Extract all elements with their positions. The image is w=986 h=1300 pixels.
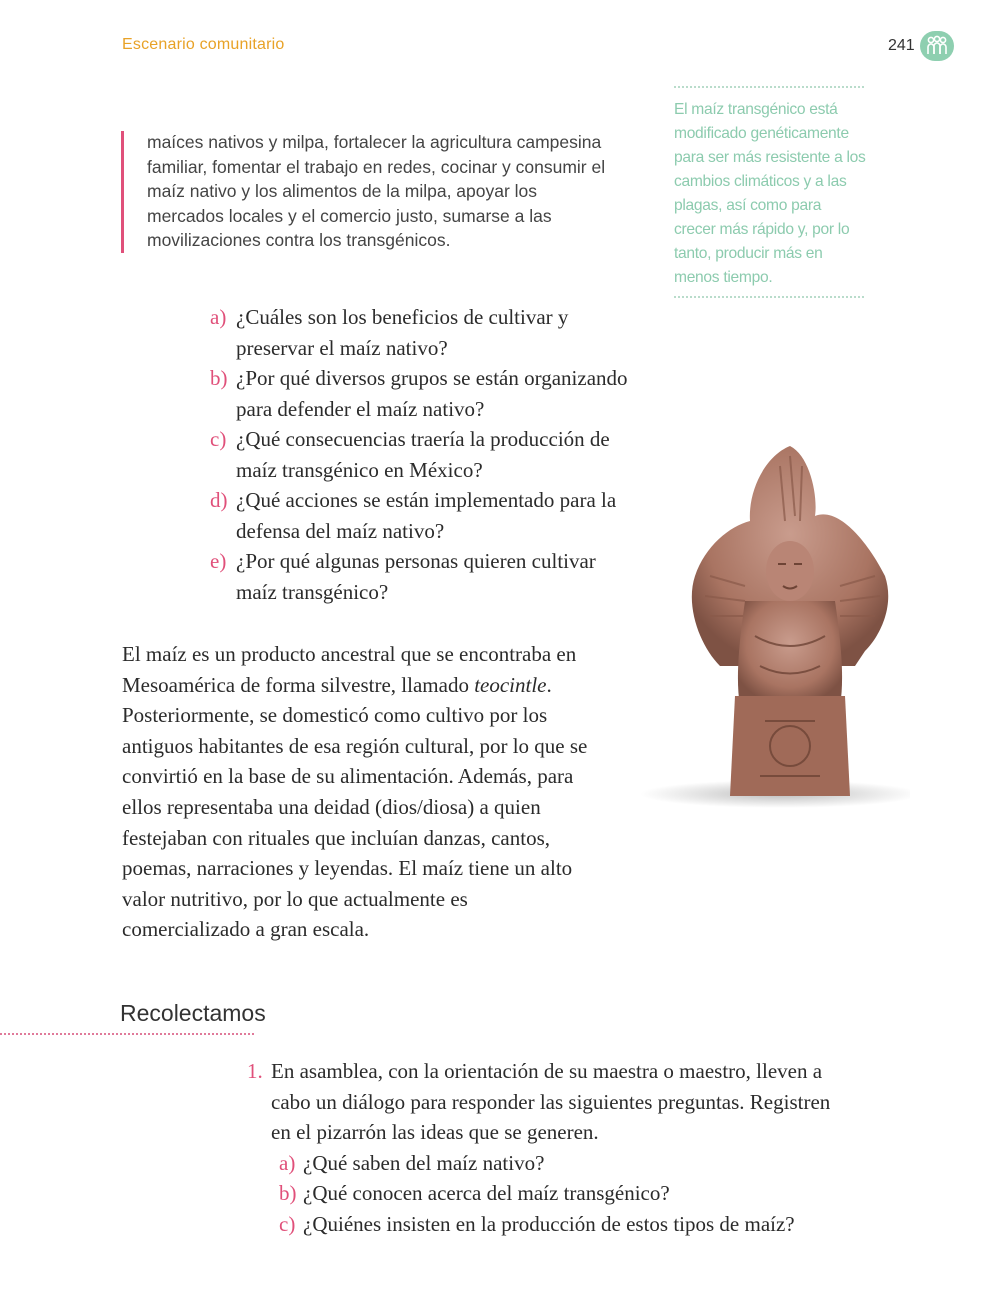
quote-bar	[121, 131, 124, 253]
question-item	[210, 302, 630, 363]
question-text: ¿Por qué diversos grupos se están organizando para defender el maíz nativo?	[236, 366, 628, 421]
sub-question-marker: a)	[279, 1150, 296, 1175]
question-text: ¿Cuáles son los beneficios de cultivar y preservar el maíz nativo?	[236, 305, 569, 360]
page-number: 241	[888, 37, 915, 54]
heading-divider	[0, 1033, 254, 1035]
activity-text: En asamblea, con la orientación de su maestra o maestro, lleven a cabo un diálogo para responder las siguientes preguntas. Registren en el pizarrón las ideas que se generen.	[271, 1059, 831, 1145]
section-heading: Recolectamos	[120, 1000, 266, 1026]
question-text: ¿Qué acciones se están implementado para la defensa del maíz nativo?	[236, 488, 617, 543]
question-text: ¿Por qué algunas personas quieren cultivar maíz transgénico?	[236, 549, 596, 604]
section-label: Escenario comunitario	[122, 36, 285, 53]
question-marker: a)	[210, 305, 227, 329]
activity-marker: 1.	[247, 1059, 263, 1083]
paragraph-text: El maíz es un producto ancestral que se encontraba en Mesoamérica de forma silvestre, llamado	[122, 642, 577, 697]
clay-figurine-image	[640, 436, 910, 816]
question-item	[210, 424, 630, 485]
question-item	[210, 363, 630, 424]
activity-item	[247, 1056, 847, 1240]
sub-question-text: ¿Qué conocen acerca del maíz transgénico?	[303, 1181, 670, 1206]
sub-question-item	[279, 1209, 847, 1240]
activity-sub-list	[279, 1148, 847, 1240]
paragraph-text: . Posteriormente, se domesticó como cultivo por los antiguos habitantes de esa región cultural, por lo que se convirtió en la base de su alimentación. Además, para ellos representaba una deidad (dios/diosa) a quien festejaban con rituales que incluían danzas, cantos, poemas, narraciones y leyendas. El maíz tiene un alto valor nutritivo, por lo que actualmente es comercializado a gran escala.	[122, 672, 588, 942]
activity-list	[247, 1056, 847, 1240]
sub-question-item	[279, 1178, 847, 1209]
community-people-icon	[920, 31, 954, 61]
main-paragraph	[122, 639, 592, 945]
question-marker: d)	[210, 488, 228, 512]
paragraph-italic: teocintle	[474, 672, 547, 697]
sub-question-text: ¿Qué saben del maíz nativo?	[303, 1150, 545, 1175]
questions-list	[210, 302, 630, 607]
note-text: El maíz transgénico está modificado genéticamente para ser más resistente a los cambios climáticos y a las plagas, así como para crecer más rápido y, por lo tanto, producir más en menos tiempo.	[674, 101, 866, 286]
sub-question-text: ¿Quiénes insisten en la producción de estos tipos de maíz?	[303, 1211, 795, 1236]
question-item	[210, 546, 630, 607]
question-text: ¿Qué consecuencias traería la producción de maíz transgénico en México?	[236, 427, 610, 482]
sub-question-marker: b)	[279, 1181, 297, 1206]
question-marker: e)	[210, 549, 227, 573]
question-marker: b)	[210, 366, 228, 390]
question-item	[210, 485, 630, 546]
sub-question-item	[279, 1148, 847, 1179]
sub-question-marker: c)	[279, 1211, 296, 1236]
question-marker: c)	[210, 427, 227, 451]
quote-text: maíces nativos y milpa, fortalecer la agricultura campesina familiar, fomentar el trabajo en redes, cocinar y consumir el maíz nativo y los alimentos de la milpa, apoyar los mercados locales y el comercio justo, sumarse a las movilizaciones contra los transgénicos.	[147, 132, 606, 251]
